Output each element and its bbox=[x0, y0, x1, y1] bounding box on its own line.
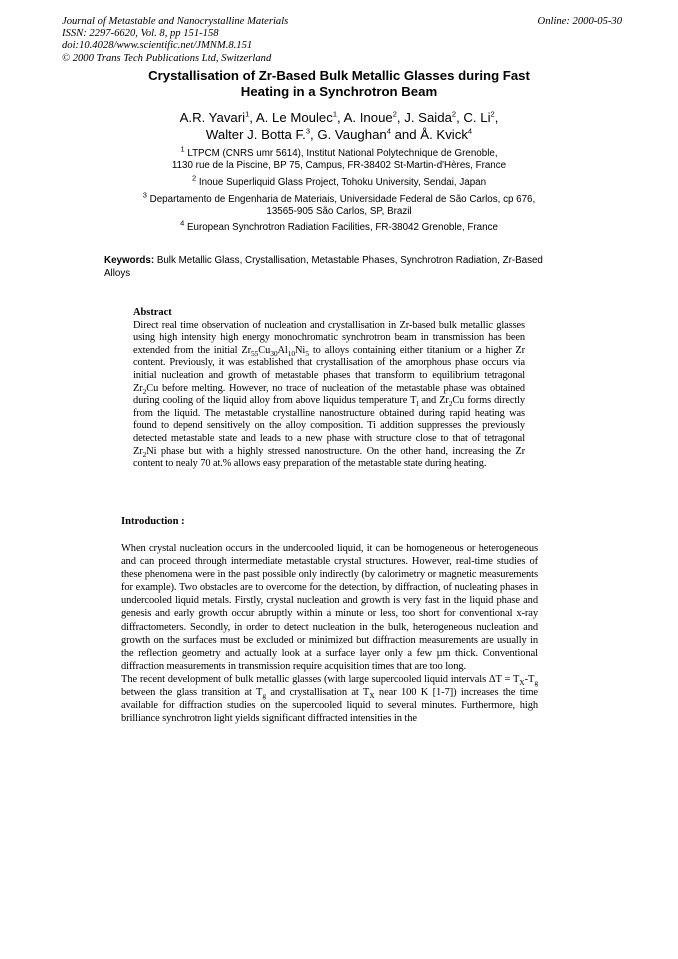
abstract-text: before melting. However, no trace of nucleation of the metastable phase was obtained during cooling of the liquid alloy from above liquidus temperature T bbox=[133, 382, 526, 407]
issn-line: ISSN: 2297-6620, Vol. 8, pp 151-158 bbox=[62, 28, 219, 40]
affil-mark: 2 bbox=[191, 173, 197, 183]
formula-subscript: X bbox=[519, 678, 525, 688]
keywords-text: Bulk Metallic Glass, Crystallisation, Metastable Phases, Synchrotron Radiation, Zr-Based Alloys bbox=[104, 255, 543, 279]
keywords-block bbox=[104, 255, 544, 280]
affil-mark: 3 bbox=[305, 126, 310, 136]
formula-element: Zr bbox=[241, 344, 251, 356]
abstract-text: and bbox=[421, 395, 437, 407]
formula-zr-cu-al-ni bbox=[241, 345, 309, 356]
intro-text: The recent development of bulk metallic glasses (with large supercooled liquid intervals ΔT = T bbox=[121, 673, 520, 685]
formula-element: Cu bbox=[146, 382, 159, 394]
affiliation-1-text: LTPCM (CNRS umr 5614), Institut National Polytechnique de Grenoble, bbox=[187, 148, 498, 159]
formula-zr2cu bbox=[439, 395, 465, 409]
paper-title bbox=[60, 68, 618, 99]
journal-header bbox=[62, 16, 622, 65]
author-saida: J. Saida bbox=[404, 110, 452, 125]
introduction-body bbox=[121, 542, 538, 725]
affiliation-3-text: Departamento de Engenharia de Materiais, Universidade Federal de São Carlos, cp 676, bbox=[149, 194, 536, 205]
formula-zr2cu bbox=[133, 383, 158, 394]
introduction-paragraph-1: When crystal nucleation occurs in the undercooled liquid, it can be homogeneous or heterogeneous and can proceed through intermediate metastable crystal structures. However, real-time studies of these phenomena were in the past possible only indirectly (by calorimetry or magnetic measurements for example). Two obstacles are to overcome for the detection, by diffraction, of nucleating phases in undercooled liquid metals. Firstly, crystal nucleation and growth is very fast in the liquid phase and genesis and early growth occur abruptly within a minute or less, too short for conventional x-ray diffractometers. Secondly, in order to detect nucleation in the bulk, heterogeneous nucleation and growth on the surfaces must be excluded or minimized but diffraction measurements are usually in the reflection geometry and actually look at a surface layer only a few µm thick. Conventional diffraction measurements in transmission require acquisition times that are too long. bbox=[121, 543, 538, 672]
affil-mark: 4 bbox=[467, 126, 473, 136]
affil-mark: 2 bbox=[392, 109, 397, 119]
author-le-moulec: A. Le Moulec bbox=[255, 110, 333, 125]
abstract-text: phase but with a highly stressed nanostructure. On the other hand, increasing the Zr content to nealy 70 at.% allows easy preparation of the metastable state during heating. bbox=[133, 445, 525, 470]
introduction-heading: Introduction : bbox=[121, 516, 185, 527]
author-yavari: A.R. Yavari bbox=[179, 110, 246, 125]
formula-element: Ni bbox=[146, 445, 157, 457]
formula-element: Zr bbox=[439, 395, 449, 407]
affiliation-4-line bbox=[80, 218, 598, 234]
title-line-1: Crystallisation of Zr-Based Bulk Metallic Glasses during Fast bbox=[148, 68, 530, 83]
affiliation-4 bbox=[80, 218, 598, 234]
formula-subscript: 10 bbox=[287, 348, 296, 358]
affil-mark: 4 bbox=[180, 218, 185, 228]
author-botta: Walter J. Botta F. bbox=[205, 126, 306, 142]
formula-subscript: g bbox=[262, 691, 266, 701]
formula-element: Zr bbox=[133, 382, 143, 394]
affil-mark: 4 bbox=[386, 126, 391, 136]
author-kvick: Å. Kvick bbox=[420, 126, 468, 142]
copyright-line: © 2000 Trans Tech Publications Ltd, Switzerland bbox=[62, 52, 272, 64]
introduction-paragraph-2 bbox=[121, 673, 538, 725]
author-vaughan: G. Vaughan bbox=[317, 126, 387, 142]
abstract-text: to alloys containing either titanium or a higher Zr content. Previously, it was established that crystallisation of the amorphous phase occurs via initial nucleation and growth of metastable phases that transform to equilibrium tetragonal bbox=[133, 344, 526, 381]
abstract-heading: Abstract bbox=[133, 307, 172, 318]
affiliation-3-line-2: 13565-905 São Carlos, SP, Brazil bbox=[266, 206, 412, 218]
formula-element: Cu bbox=[258, 344, 271, 356]
formula-subscript: 2 bbox=[142, 449, 147, 459]
journal-name: Journal of Metastable and Nanocrystalline Materials bbox=[62, 16, 289, 27]
formula-subscript: 30 bbox=[270, 348, 278, 358]
formula-subscript: g bbox=[534, 678, 538, 688]
abstract-paragraph bbox=[133, 320, 525, 471]
author-inoue: A. Inoue bbox=[343, 110, 393, 125]
author-list bbox=[60, 110, 618, 143]
abstract-block bbox=[133, 307, 525, 471]
doi-line[interactable]: doi:10.4028/www.scientific.net/JMNM.8.151 bbox=[62, 40, 253, 52]
affiliation-1-line-2: 1130 rue de la Piscine, BP 75, Campus, FR-38402 St-Martin-d'Hères, France bbox=[171, 160, 507, 172]
affil-mark: 1 bbox=[332, 109, 338, 119]
formula-element: Ni bbox=[295, 344, 306, 356]
affil-mark: 3 bbox=[142, 190, 147, 200]
author-li: C. Li bbox=[463, 110, 491, 125]
online-date: Online: 2000-05-30 bbox=[537, 16, 622, 27]
formula-element: Al bbox=[277, 344, 288, 356]
affil-mark: 1 bbox=[180, 144, 185, 154]
formula-element: Cu bbox=[452, 395, 465, 407]
affiliation-4-text: European Synchrotron Radiation Facilities, FR-38042 Grenoble, France bbox=[186, 222, 498, 233]
author-line-1: A.R. Yavari$^1$, A. Le Moulec$^1$, A. Inoue$^2$, J. Saida$^2$, C. Li$^2$, bbox=[179, 109, 499, 125]
intro-text: between the glass transition at T bbox=[121, 687, 263, 699]
formula-subscript: 5 bbox=[305, 348, 309, 358]
affil-mark: 2 bbox=[451, 109, 457, 119]
affiliation-3-line-1 bbox=[80, 190, 598, 206]
formula-subscript: 2 bbox=[448, 399, 453, 409]
formula-subscript: X bbox=[369, 691, 375, 701]
formula-zr2ni bbox=[133, 446, 156, 457]
author-line-2: Walter J. Botta F.$^3$, G. Vaughan$^4$ and Å. Kvick$^4$ bbox=[205, 126, 473, 142]
affiliation-1 bbox=[80, 144, 598, 172]
affil-mark: 2 bbox=[490, 109, 495, 119]
affiliation-2 bbox=[80, 173, 598, 189]
affil-mark: 1 bbox=[245, 109, 250, 119]
affiliation-2-line bbox=[80, 173, 598, 189]
formula-element: Zr bbox=[133, 445, 143, 457]
keywords-label: Keywords: bbox=[104, 255, 155, 266]
title-line-2: Heating in a Synchrotron Beam bbox=[240, 83, 438, 99]
abstract-text: Direct real time observation of nucleation and crystallisation in Zr-based bulk metallic glasses using high intensity high energy monochromatic synchrotron beam in transmission has been extended from the initial bbox=[133, 319, 525, 356]
formula-subscript: l bbox=[416, 399, 419, 409]
affiliation-3 bbox=[80, 190, 598, 218]
intro-text: and crystallisation at T bbox=[270, 687, 370, 699]
intro-text: -T bbox=[524, 673, 535, 685]
intro-text: near 100 K [1-7]) increases the time available for diffraction studies on the supercooled liquid to several minutes. Furthermore, high brilliance synchrotron light yields significant diffracted intensities in the bbox=[121, 687, 538, 725]
author-and: and bbox=[394, 126, 417, 142]
formula-subscript: 55 bbox=[250, 348, 259, 358]
affiliation-2-text: Inoue Superliquid Glass Project, Tohoku University, Sendai, Japan bbox=[198, 177, 487, 188]
affiliation-1-line-1 bbox=[80, 144, 598, 160]
abstract-text: forms directly from the liquid. The metastable crystalline nanostructure obtained during rapid heating was found to depend sensitively on the alloy composition. Ti addition suppresses the previously detected metastable state and leads to a new phase with structure close to that of tetragonal bbox=[133, 395, 526, 444]
formula-subscript: 2 bbox=[142, 386, 147, 396]
